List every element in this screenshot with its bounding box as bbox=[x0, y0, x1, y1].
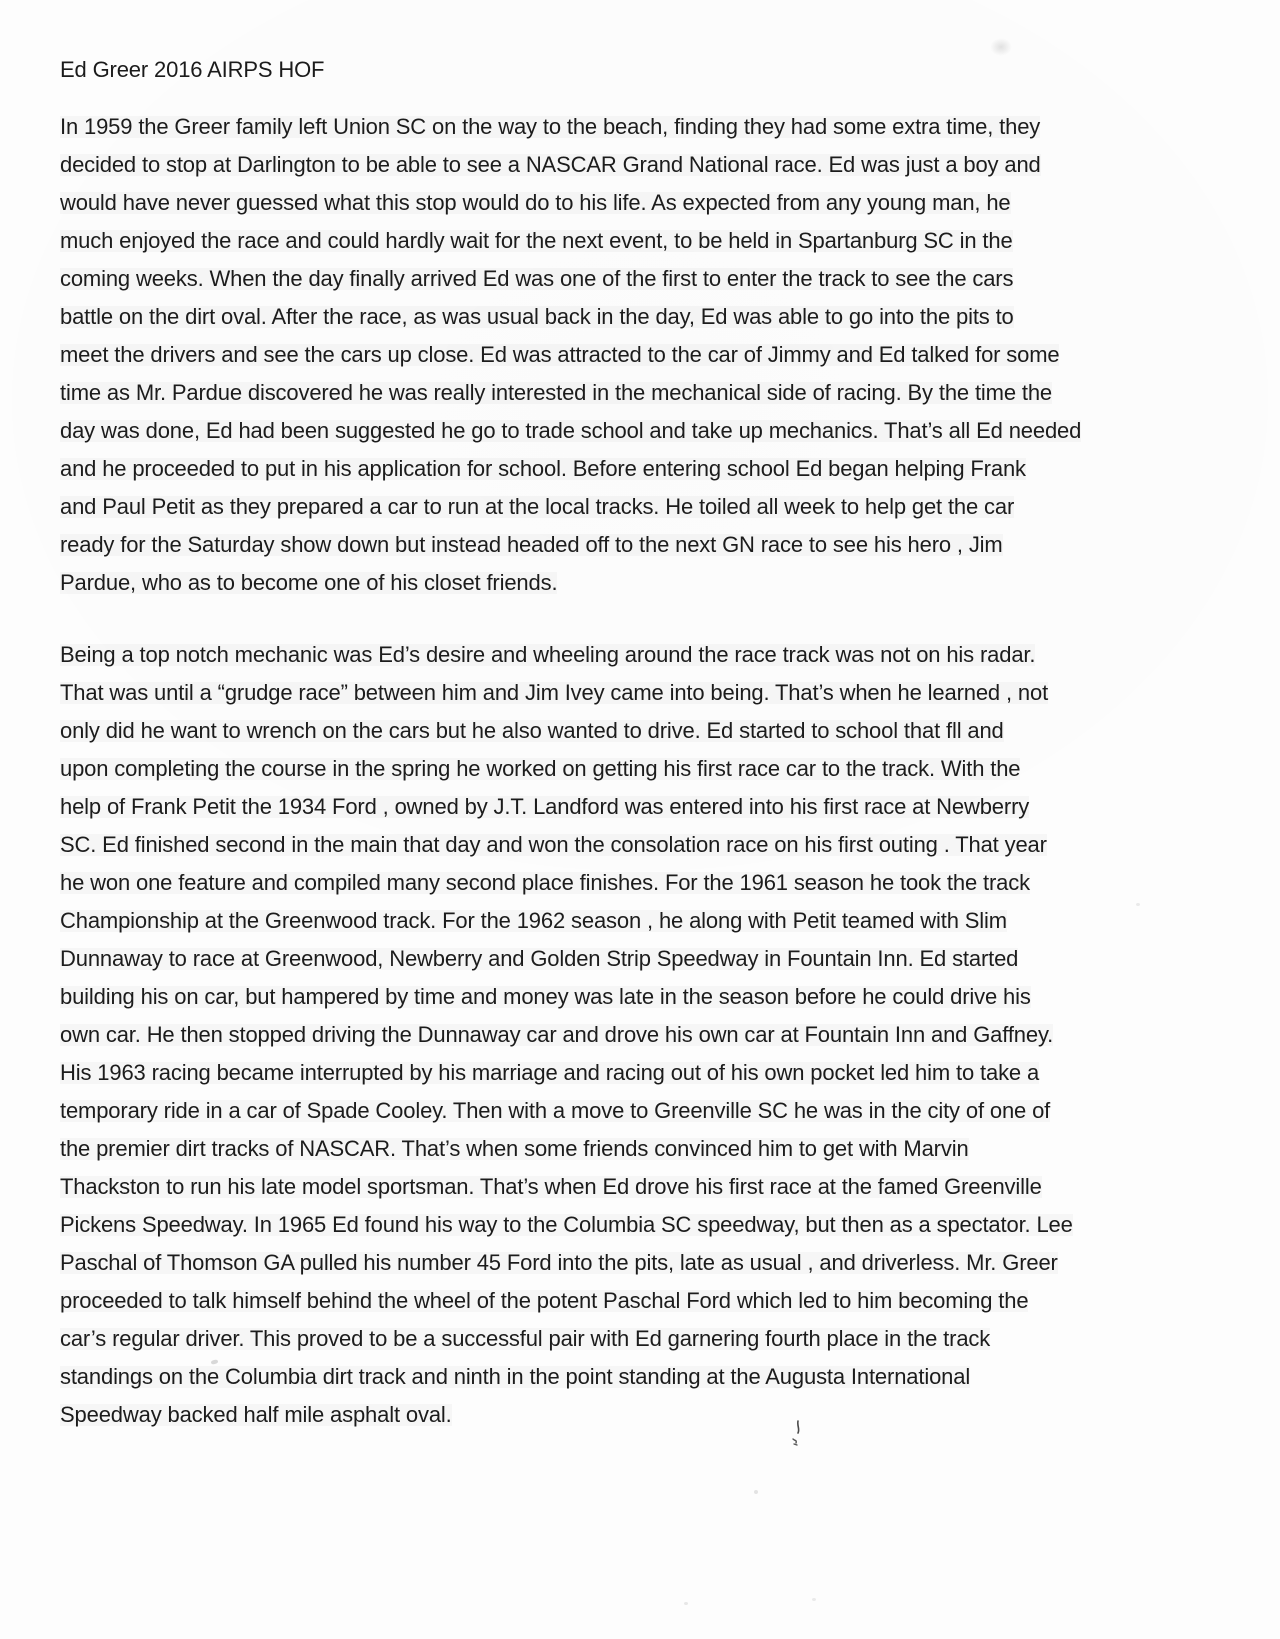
text-line: decided to stop at Darlington to be able to see a NASCAR Grand National race. Ed was just a boy and bbox=[60, 146, 1041, 184]
text-line: Paschal of Thomson GA pulled his number 45 Ford into the pits, late as usual , and driverless. Mr. Greer bbox=[60, 1244, 1058, 1282]
text-line: coming weeks. When the day finally arrived Ed was one of the first to enter the track to see the cars bbox=[60, 260, 1013, 298]
text-line: Being a top notch mechanic was Ed’s desire and wheeling around the race track was not on his radar. bbox=[60, 636, 1035, 674]
text-line: Speedway backed half mile asphalt oval. bbox=[60, 1396, 452, 1434]
text-line: much enjoyed the race and could hardly wait for the next event, to be held in Spartanburg SC in the bbox=[60, 222, 1013, 260]
text-line: help of Frank Petit the 1934 Ford , owned by J.T. Landford was entered into his first race at Newberry bbox=[60, 788, 1029, 826]
text-line: car’s regular driver. This proved to be a successful pair with Ed garnering fourth place in the track bbox=[60, 1320, 990, 1358]
text-line: ready for the Saturday show down but instead headed off to the next GN race to see his hero , Jim bbox=[60, 526, 1003, 564]
text-line: In 1959 the Greer family left Union SC on the way to the beach, finding they had some extra time, they bbox=[60, 108, 1040, 146]
text-line: His 1963 racing became interrupted by his marriage and racing out of his own pocket led him to take a bbox=[60, 1054, 1039, 1092]
text-line: time as Mr. Pardue discovered he was really interested in the mechanical side of racing. By the time the bbox=[60, 374, 1052, 412]
text-line: upon completing the course in the spring he worked on getting his first race car to the track. With the bbox=[60, 750, 1020, 788]
scan-speck bbox=[754, 1490, 758, 1494]
text-line: he won one feature and compiled many second place finishes. For the 1961 season he took the track bbox=[60, 864, 1030, 902]
text-line: own car. He then stopped driving the Dunnaway car and drove his own car at Fountain Inn and Gaffney. bbox=[60, 1016, 1053, 1054]
text-line: Pickens Speedway. In 1965 Ed found his way to the Columbia SC speedway, but then as a spectator. Lee bbox=[60, 1206, 1073, 1244]
text-line: temporary ride in a car of Spade Cooley. Then with a move to Greenville SC he was in the city of one of bbox=[60, 1092, 1050, 1130]
scan-speck bbox=[684, 1602, 688, 1605]
text-line: SC. Ed finished second in the main that day and won the consolation race on his first outing . That year bbox=[60, 826, 1047, 864]
text-line: standings on the Columbia dirt track and ninth in the point standing at the Augusta International bbox=[60, 1358, 970, 1396]
scan-speck bbox=[1136, 903, 1140, 906]
text-line: would have never guessed what this stop would do to his life. As expected from any young man, he bbox=[60, 184, 1011, 222]
text-line: battle on the dirt oval. After the race, as was usual back in the day, Ed was able to go into the pits to bbox=[60, 298, 1014, 336]
text-line: Dunnaway to race at Greenwood, Newberry and Golden Strip Speedway in Fountain Inn. Ed started bbox=[60, 940, 1018, 978]
paragraph-2 bbox=[60, 636, 1073, 1434]
text-line: and Paul Petit as they prepared a car to run at the local tracks. He toiled all week to help get the car bbox=[60, 488, 1014, 526]
text-line: Championship at the Greenwood track. For the 1962 season , he along with Petit teamed with Slim bbox=[60, 902, 1007, 940]
scan-smudge bbox=[990, 38, 1012, 56]
text-line: Pardue, who as to become one of his closet friends. bbox=[60, 564, 557, 602]
scan-speck bbox=[812, 1598, 816, 1601]
document-title: Ed Greer 2016 AIRPS HOF bbox=[60, 57, 325, 82]
text-line: meet the drivers and see the cars up close. Ed was attracted to the car of Jimmy and Ed talked for some bbox=[60, 336, 1059, 374]
text-line: That was until a “grudge race” between him and Jim Ivey came into being. That’s when he learned , not bbox=[60, 674, 1048, 712]
text-line: only did he want to wrench on the cars but he also wanted to drive. Ed started to school that fll and bbox=[60, 712, 1004, 750]
text-line: the premier dirt tracks of NASCAR. That’s when some friends convinced him to get with Marvin bbox=[60, 1130, 969, 1168]
text-line: day was done, Ed had been suggested he go to trade school and take up mechanics. That’s all Ed needed bbox=[60, 412, 1081, 450]
text-line: building his on car, but hampered by time and money was late in the season before he could drive his bbox=[60, 978, 1031, 1016]
text-line: Thackston to run his late model sportsman. That’s when Ed drove his first race at the famed Greenville bbox=[60, 1168, 1042, 1206]
text-line: and he proceeded to put in his application for school. Before entering school Ed began helping Frank bbox=[60, 450, 1026, 488]
text-line: proceeded to talk himself behind the wheel of the potent Paschal Ford which led to him becoming the bbox=[60, 1282, 1028, 1320]
paragraph-1 bbox=[60, 108, 1081, 602]
